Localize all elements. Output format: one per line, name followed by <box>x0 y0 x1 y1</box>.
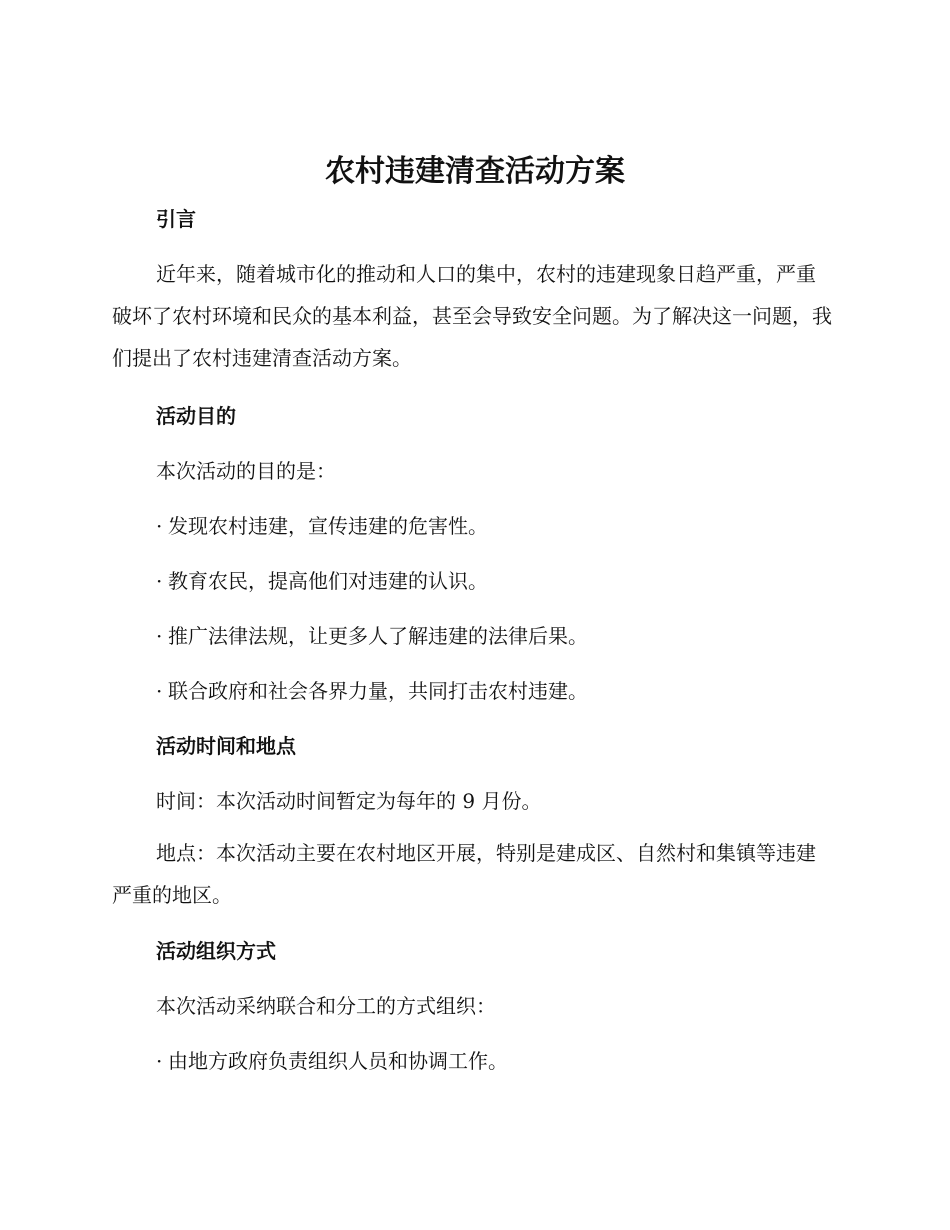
list-item-text: 推广法律法规，让更多人了解违建的法律后果。 <box>168 624 588 648</box>
list-item-text: 教育农民，提高他们对违建的认识。 <box>168 569 488 593</box>
list-item <box>112 562 834 600</box>
list-item <box>112 617 834 655</box>
time-text: 时间：本次活动时间暂定为每年的 9 月份。 <box>156 789 542 813</box>
section-heading-time-place: 活动时间和地点 <box>156 734 296 758</box>
bullet-icon: · <box>156 569 163 593</box>
list-item <box>112 1042 834 1080</box>
section-heading-organization: 活动组织方式 <box>156 939 276 963</box>
section-heading-purpose: 活动目的 <box>156 404 236 428</box>
organization-lead: 本次活动采纳联合和分工的方式组织： <box>156 994 496 1018</box>
bullet-icon: · <box>156 514 163 538</box>
list-item <box>112 507 834 545</box>
place-text: 地点：本次活动主要在农村地区开展，特别是建成区、自然村和集镇等违建严重的地区。 <box>112 841 816 907</box>
intro-paragraph: 近年来，随着城市化的推动和人口的集中，农村的违建现象日趋严重，严重破坏了农村环境和民众的基本利益，甚至会导致安全问题。为了解决这一问题，我们提出了农村违建清查活动方案。 <box>112 262 832 370</box>
purpose-lead: 本次活动的目的是： <box>156 459 336 483</box>
list-item <box>112 672 834 710</box>
list-item-text: 由地方政府负责组织人员和协调工作。 <box>168 1049 508 1073</box>
document-title: 农村违建清查活动方案 <box>325 154 625 189</box>
bullet-icon: · <box>156 679 163 703</box>
bullet-icon: · <box>156 1049 163 1073</box>
bullet-icon: · <box>156 624 163 648</box>
section-heading-intro: 引言 <box>156 207 196 231</box>
document-body <box>112 200 834 1080</box>
list-item-text: 发现农村违建，宣传违建的危害性。 <box>168 514 488 538</box>
list-item-text: 联合政府和社会各界力量，共同打击农村违建。 <box>168 679 588 703</box>
